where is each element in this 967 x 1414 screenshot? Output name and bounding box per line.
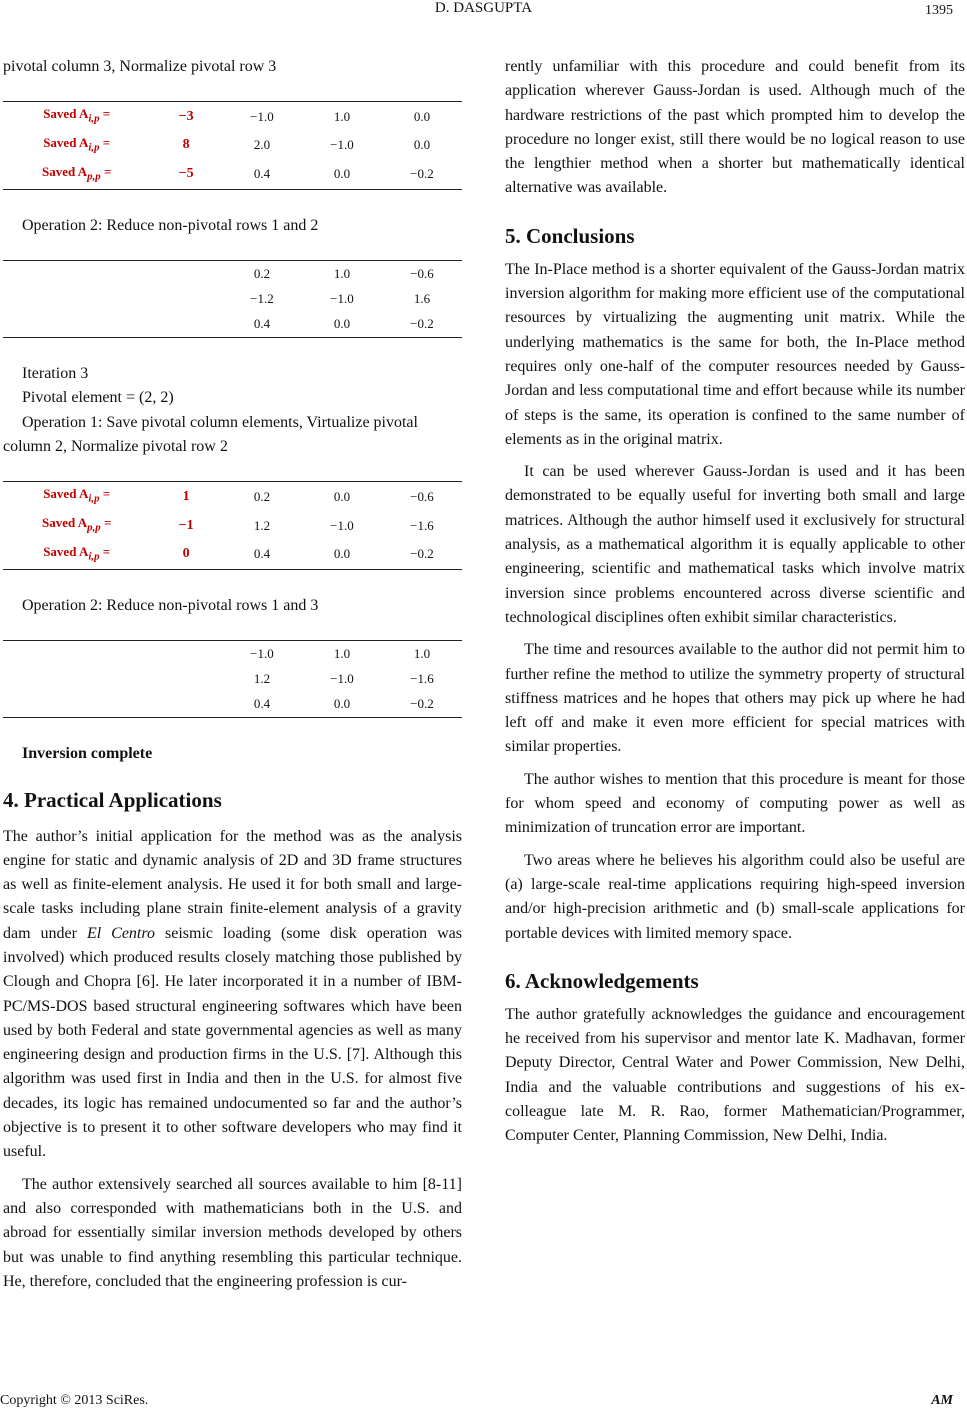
intro-line: pivotal column 3, Normalize pivotal row 3 [3,58,277,75]
table-row [3,160,462,189]
empty-cell [150,667,222,692]
section-4-title: 4. Practical Applications [3,787,222,812]
operation-2-rows-1-2: Operation 2: Reduce non-pivotal rows 1 and 2 [22,216,319,234]
saved-pivot-value: −3 [178,108,194,124]
matrix-cell: 0.0 [333,166,351,182]
matrix-cell: 1.0 [333,265,351,281]
saved-label: Saved $A_{i,p}$ = [43,106,111,125]
matrix-cell: 0.4 [253,316,271,332]
section-5-paragraph-2: It can be used wherever Gauss-Jordan is used and it has been demonstrated to be equally useful for inverting both small and large matrices. Although the author himself used it exclusively for structural analysis, as a mathematical algorithm it is equally applicable to other engineering, scientific and mathematical tasks which involve matrix inversion since problems encountered across diverse scientific and technological disciplines often exhibit similar characteristics. [505,463,965,626]
empty-cell [3,667,150,692]
table-2-body [3,261,462,338]
right-column [505,55,965,1149]
matrix-cell: 0.4 [253,546,271,562]
matrix-cell: 1.6 [413,291,431,307]
s4-p1-part-b: seismic loading (some disk operation was involved) which produced results closely matching those published by Clough and Chopra [6]. He later incorporated it in a number of IBM-PC/MS-DOS based structural engineering softwares which have been used by both Federal and state governmental agencies as well as many engineering design and production firms in the U.S. [7]. Although this algorithm was used first in India and then in the U.S. for almost five decades, its logic has remained undocumented so far and the author’s objective is to present it to other software developers who may find it useful. [3,924,462,1161]
matrix-cell: −1.6 [410,517,434,533]
section-5-paragraph-4: The author wishes to mention that this procedure is meant for those for whom speed and economy of computing power as well as minimization of truncation error are important. [505,770,965,837]
empty-cell [150,287,222,312]
saved-label-text: Saved A [42,515,88,531]
empty-cell [3,312,150,338]
saved-label: Saved $A_{i,p}$ = [43,135,111,154]
section-5-title: 5. Conclusions [505,223,635,248]
table-row [3,511,462,540]
empty-cell [3,641,150,667]
saved-pivot-value: 1 [182,488,190,504]
saved-label-subscript: i,p [88,492,100,505]
saved-elements-table-1 [3,101,462,190]
matrix-cell: 1.0 [413,645,431,661]
left-column [3,55,462,1294]
saved-label: Saved $A_{i,p}$ = [43,486,111,505]
inversion-complete: Inversion complete [22,745,153,763]
section-4-paragraph-2: The author extensively searched all sources available to him [8-11] and also corresponded with mathematicians both in the U.S. and abroad for essentially similar inversion methods developed by others but was unable to find anything resembling this particular technique. He, therefore, concluded that the engineering profession is cur- [3,1175,462,1290]
pivotal-element: Pivotal element = (2, 2) [22,389,174,407]
saved-label-subscript: p,p [87,521,101,534]
table-row [3,692,462,718]
empty-cell [150,641,222,667]
matrix-cell: 0.0 [413,108,431,124]
table-row [3,261,462,287]
section-5-paragraph-5: Two areas where he believes his algorithm could also be useful are (a) large-scale real-time applications requiring high-speed inversion and/or high-precision arithmetic and (b) small-scale applications for portable devices with limited memory space. [505,851,965,942]
saved-label-text: Saved A [43,106,89,122]
matrix-cell: −1.0 [330,291,354,307]
saved-label-text: Saved A [42,164,88,180]
saved-elements-table-3 [3,481,462,570]
matrix-cell: −1.0 [330,517,354,533]
matrix-cell: 0.2 [253,488,271,504]
matrix-cell: −1.0 [330,137,354,153]
matrix-cell: −1.0 [330,671,354,687]
empty-cell [3,692,150,718]
section-5-paragraph-1: The In-Place method is a shorter equivalent of the Gauss-Jordan matrix inversion algorithm for making more efficient use of the computational resources by virtualizing the augmenting unit matrix. While the underlying mathematics is the same for both, the In-Place method requires only one-half of the computer resources needed by Gauss-Jordan and less computational time and effort because while its number of steps is the same, its operation is confined to the same number of elements as in the original matrix. [505,260,965,448]
saved-label-subscript: p,p [87,170,101,183]
matrix-cell: 0.2 [253,265,271,281]
matrix-cell: −0.2 [410,546,434,562]
operation-2-rows-1-3: Operation 2: Reduce non-pivotal rows 1 and 3 [22,597,319,615]
matrix-cell: −1.6 [410,671,434,687]
saved-label-text: Saved A [43,135,89,151]
operation-1-text: Operation 1: Save pivotal column elements, Virtualize pivotal column 2, Normalize pivotal row 2 [3,413,418,456]
matrix-cell: −0.2 [410,166,434,182]
el-centro-emphasis: El Centro [86,924,156,942]
empty-cell [3,287,150,312]
section-5-paragraph-3: The time and resources available to the author did not permit him to further refine the method to utilize the symmetry property of structural stiffness matrices and he hopes that others may pick up where he had left off and make it even more efficient for special matrices with similar properties. [505,641,965,756]
matrix-cell: 0.0 [333,316,351,332]
continued-paragraph: rently unfamiliar with this procedure and could benefit from its application wherever Gauss-Jordan is used. Although much of the hardware restrictions of the past which prompted him to develop the procedure no longer exist, still there would be no logical reason to use the lengthier method when a shorter but mathematically identical alternative was available. [505,58,965,197]
table-row [3,641,462,667]
matrix-cell: 1.2 [253,517,271,533]
matrix-cell: −0.6 [410,488,434,504]
saved-pivot-value: −5 [178,166,194,182]
table-row [3,482,462,511]
table-1-body [3,102,462,190]
table-3-body [3,482,462,570]
saved-label-text: Saved A [43,544,89,560]
matrix-cell: −0.2 [410,696,434,712]
saved-label: Saved $A_{p,p}$ = [42,515,112,534]
empty-cell [150,261,222,287]
table-row [3,667,462,692]
matrix-cell: 0.0 [333,488,351,504]
saved-pivot-value: 0 [182,546,190,562]
matrix-cell: 2.0 [253,137,271,153]
section-6-title: 6. Acknowledgements [505,968,699,993]
matrix-cell: 0.0 [413,137,431,153]
table-4-body [3,641,462,718]
saved-pivot-value: 8 [182,137,190,153]
matrix-cell: 0.4 [253,696,271,712]
saved-label-subscript: i,p [88,141,100,154]
matrix-cell: 0.0 [333,696,351,712]
reduced-matrix-table-2 [3,260,462,338]
matrix-cell: −1.0 [250,645,274,661]
saved-label: Saved $A_{i,p}$ = [43,544,111,563]
table-row [3,312,462,338]
section-4-paragraph-1 [3,825,462,1165]
empty-cell [3,261,150,287]
matrix-cell: 0.0 [333,546,351,562]
saved-label: Saved $A_{p,p}$ = [42,164,112,183]
journal-abbreviation: AM [931,1393,953,1408]
matrix-cell: −1.2 [250,291,274,307]
empty-cell [150,692,222,718]
page-number: 1395 [925,3,953,18]
reduced-matrix-table-4 [3,640,462,718]
saved-label-subscript: i,p [88,112,100,125]
table-row [3,287,462,312]
table-row [3,102,462,131]
matrix-cell: −0.6 [410,265,434,281]
running-header-author: D. DASGUPTA [434,0,533,16]
saved-label-text: Saved A [43,486,89,502]
section-6-paragraph-1: The author gratefully acknowledges the guidance and encouragement he received from his supervisor and mentor late K. Madhavan, former Deputy Director, Central Water and Power Commission, New Delhi, India and the valuable contributions and suggestions of his ex-colleague late M. R. Rao, former Mathematician/Programmer, Computer Center, Planning Commission, New Delhi, India. [505,1005,965,1145]
saved-label-subscript: i,p [88,550,100,563]
table-row [3,131,462,160]
matrix-cell: 0.4 [253,166,271,182]
copyright-footer: Copyright © 2013 SciRes. [0,1393,149,1408]
table-row [3,540,462,569]
saved-pivot-value: −1 [178,517,194,533]
matrix-cell: 1.0 [333,108,351,124]
matrix-cell: 1.2 [253,671,271,687]
matrix-cell: −0.2 [410,316,434,332]
iteration-label: Iteration 3 [22,365,89,383]
matrix-cell: 1.0 [333,645,351,661]
matrix-cell: −1.0 [250,108,274,124]
s4-p1-part-a: The author’s initial application for the method was as the analysis engine for static and dynamic analysis of 2D and 3D frame structures as well as finite-element analysis. He used it for both small and large-scale tasks including plane strain finite-element analysis of a gravity dam under [3,827,462,942]
empty-cell [150,312,222,338]
